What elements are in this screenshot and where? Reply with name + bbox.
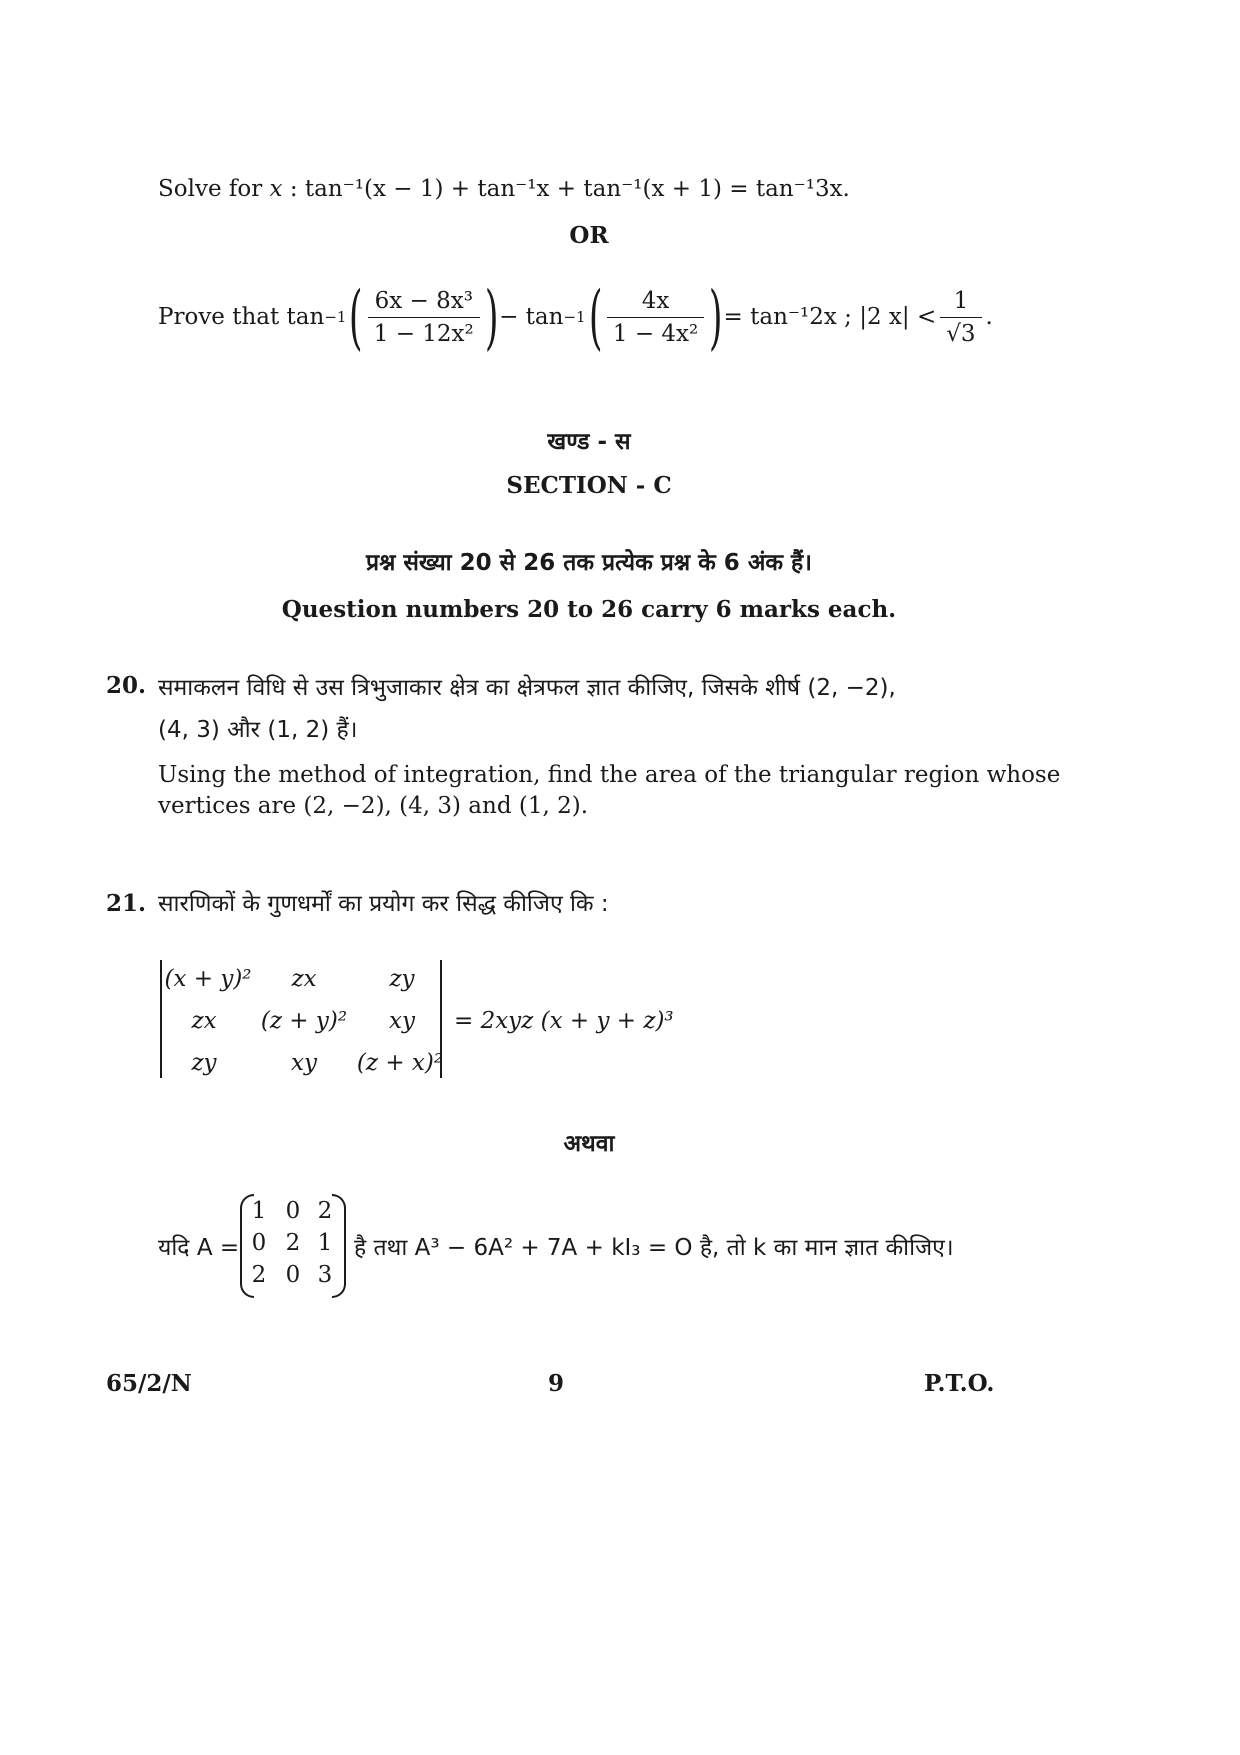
footer-code: 65/2/N <box>106 1370 192 1397</box>
q21-number: 21. <box>106 890 147 917</box>
q21-hindi-statement: सारणिकों के गुणधर्मों का प्रयोग कर सिद्ध कीजिए कि : <box>158 891 609 917</box>
q21-matrix <box>240 1194 350 1298</box>
det-cell: (z + x)² <box>356 1050 444 1076</box>
det-cell: zx <box>191 1008 217 1034</box>
det-cell: (x + y)² <box>164 966 252 992</box>
q19-fraction-3: $\frac{1}{√3}$ <box>940 288 981 347</box>
matrix-cell: 1 <box>317 1230 333 1256</box>
q19-fraction-2: $\frac{4x}{\text{1 − 4x²}}$ <box>607 288 704 347</box>
det-cell: (z + y)² <box>260 1008 348 1034</box>
matrix-cell: 0 <box>285 1198 301 1224</box>
section-hindi-instruction: प्रश्न संख्या 20 से 26 तक प्रत्येक प्रश्न के 6 अंक हैं। <box>365 550 812 576</box>
q21-or-hindi: अथवा <box>563 1131 615 1157</box>
q21-matrix-rhs: है तथा A³ − 6A² + 7A + kI₃ = O है, तो k का मान ज्ञात कीजिए। <box>354 1235 954 1261</box>
section-english-title: SECTION - C <box>506 472 672 499</box>
matrix-cell: 2 <box>285 1230 301 1256</box>
q19-prove-statement: Prove that tan −1 ( $\frac{\text{6x − 8x³}}{\text{1 − 12x²}}$ ) − tan −1 ( $\frac{4x}{\text{1 − 4x²}}$ ) = tan⁻¹2x ; |2 x| < $\frac{1}{√3}$ . <box>158 276 993 358</box>
det-cell: zy <box>191 1050 217 1076</box>
matrix-cell: 3 <box>317 1262 333 1288</box>
det-cell: zy <box>389 966 415 992</box>
matrix-cell: 2 <box>317 1198 333 1224</box>
q20-english-line2: vertices are (2, −2), (4, 3) and (1, 2). <box>158 793 589 819</box>
q21-determinant <box>160 960 450 1080</box>
footer-page-number: 9 <box>548 1370 565 1397</box>
section-hindi-title: खण्ड - स <box>547 429 631 455</box>
q20-hindi-line2: (4, 3) और (1, 2) हैं। <box>158 717 358 743</box>
det-cell: xy <box>389 1008 415 1034</box>
matrix-cell: 0 <box>285 1262 301 1288</box>
matrix-cell: 2 <box>251 1262 267 1288</box>
det-cell: xy <box>291 1050 317 1076</box>
q19-fraction-1: $\frac{\text{6x − 8x³}}{\text{1 − 12x²}}$ <box>368 288 480 347</box>
matrix-cell: 0 <box>251 1230 267 1256</box>
q20-english-line1: Using the method of integration, find the area of the triangular region whose <box>158 762 1061 788</box>
q20-number: 20. <box>106 672 147 699</box>
det-cell: zx <box>291 966 317 992</box>
q20-hindi-line1: समाकलन विधि से उस त्रिभुजाकार क्षेत्र का क्षेत्रफल ज्ञात कीजिए, जिसके शीर्ष (2, −2), <box>158 675 896 701</box>
matrix-cell: 1 <box>251 1198 267 1224</box>
q19-solve-statement: Solve for x : tan⁻¹(x − 1) + tan⁻¹x + tan⁻¹(x + 1) = tan⁻¹3x. <box>158 176 850 202</box>
section-english-instruction: Question numbers 20 to 26 carry 6 marks each. <box>281 596 897 623</box>
q19-or-label: OR <box>569 222 609 249</box>
q21-determinant-rhs: = 2xyz (x + y + z)³ <box>454 1008 674 1034</box>
footer-pto: P.T.O. <box>924 1370 995 1397</box>
q21-if-label: यदि A = <box>158 1235 240 1261</box>
